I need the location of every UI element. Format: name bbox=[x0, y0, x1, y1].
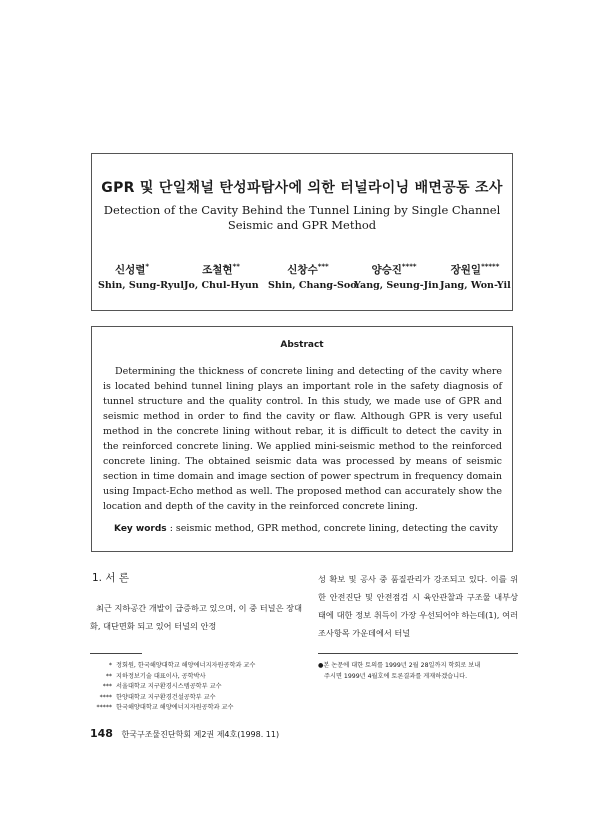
right-column bbox=[318, 570, 518, 642]
section-heading: 1. 서 론 bbox=[92, 572, 129, 584]
title-box bbox=[91, 153, 513, 311]
journal-citation: 한국구조물진단학회 제2권 제4호(1998. 11) bbox=[121, 730, 280, 739]
english-title-line-2: Seismic and GPR Method bbox=[227, 218, 377, 232]
author-3: 신창수*** Shin, Chang-Soo bbox=[268, 262, 357, 291]
keywords-list: : seismic method, GPR method, concrete lining, detecting the cavity bbox=[169, 523, 498, 534]
korean-title: GPR 및 단일채널 탄성파탐사에 의한 터널라이닝 배면공동 조사 bbox=[101, 180, 503, 196]
footnote-row: **** 한양대학교 지구환경건설공학부 교수 bbox=[99, 693, 216, 701]
abstract-heading: Abstract bbox=[280, 340, 324, 350]
abstract-text: Determining the thickness of concrete lining and detecting of the cavity where is located behind tunnel lining plays an important role in the safety diagnosis of tunnel structure and the quality control. In this study, we made use of GPR and seismic method in order to find the cavity or flaw. Although GPR is very useful method in the concrete lining without rebar, it is difficult to detect the cavity in the reinforced concrete lining. We applied mini-seismic method to the reinforced concrete lining. The obtained seismic data was processed by means of seismic section in time domain and image section of power spectrum in frequency domain using Impact-Echo method as well. The proposed method can accurately show the location and depth of the cavity in the reinforced concrete lining. bbox=[103, 366, 502, 512]
english-title bbox=[92, 203, 512, 233]
author-5: 장원일***** Jang, Won-Yil bbox=[440, 262, 511, 291]
author-4: 양승진**** Yang, Seung-Jin bbox=[354, 262, 439, 291]
keywords bbox=[114, 523, 504, 534]
left-column bbox=[90, 570, 302, 635]
footnote-row: ***** 한국해양대학교 해양에너지자원공학과 교수 bbox=[96, 704, 234, 711]
footnote-rule-right bbox=[318, 653, 518, 654]
page-number: 148 bbox=[90, 727, 113, 740]
author-list bbox=[92, 262, 512, 296]
keywords-label: Key words bbox=[114, 524, 167, 534]
right-body-text: 성 확보 및 공사 중 품질관리가 강조되고 있다. 이를 위한 안전진단 및 안전점검 시 육안관찰과 구조물 내부상태에 대한 정보 취득이 가장 우선되어야 하는데(1), 여러 조사항목 가운데에서 터널 bbox=[318, 574, 518, 638]
author-1: 신성렬* Shin, Sung-Ryul bbox=[98, 262, 184, 291]
left-body-text: 최근 지하공간 개발이 급증하고 있으며, 이 중 터널은 장대화, 대단면화 되고 있어 터널의 안정 bbox=[90, 603, 302, 631]
abstract-box bbox=[91, 326, 513, 552]
english-title-line-1: Detection of the Cavity Behind the Tunnel Lining by Single Channel bbox=[103, 203, 501, 217]
footnote-rule-left bbox=[90, 653, 142, 654]
page-footer bbox=[90, 727, 279, 740]
footnote-row: ** 지하정보기술 대표이사, 공학박사 bbox=[105, 672, 206, 680]
footnote-row: *** 서울대학교 지구환경시스템공학부 교수 bbox=[102, 683, 222, 690]
author-2: 조철현** Jo, Chul-Hyun bbox=[184, 262, 259, 291]
discussion-note: ●본 논문에 대한 토의를 1999년 2월 28일까지 학회로 보내 주시면 1999년 4월호에 토론결과를 게재하겠습니다. bbox=[318, 662, 481, 680]
author-affiliations bbox=[90, 661, 302, 714]
footnote-row: * 정회원, 한국해양대학교 해양에너지자원공학과 교수 bbox=[108, 662, 256, 669]
